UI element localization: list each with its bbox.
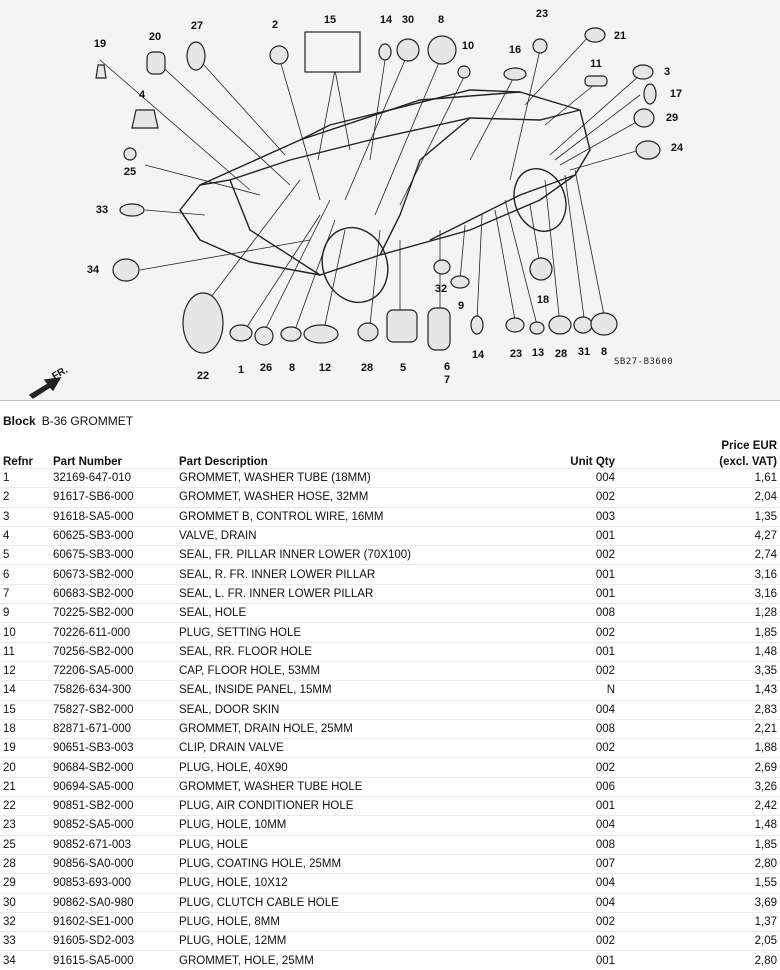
front-wheel-arch (312, 218, 398, 311)
price-cell: 2,80 (754, 858, 777, 871)
table-row[interactable] (0, 719, 780, 738)
part-2-grommet (270, 46, 288, 64)
refnr-cell: 15 (3, 703, 16, 716)
description-cell: PLUG, HOLE, 10MM (179, 819, 287, 832)
refnr-cell: 4 (3, 530, 10, 543)
unit-qty-cell: 004 (595, 703, 615, 716)
unit-qty-cell: 001 (595, 568, 615, 581)
unit-qty-header: Unit Qty (570, 456, 615, 468)
part-number-link[interactable]: 90694-SA5-000 (53, 780, 134, 793)
price-cell: 2,83 (754, 703, 777, 716)
description-cell: PLUG, HOLE, 8MM (179, 915, 280, 928)
unit-qty-cell: 002 (595, 935, 615, 948)
unit-qty-cell: 002 (595, 491, 615, 504)
price-cell: 3,26 (754, 780, 777, 793)
unit-qty-cell: 001 (595, 645, 615, 658)
part-14-seal (379, 44, 391, 60)
description-cell: GROMMET B, CONTROL WIRE, 16MM (179, 510, 384, 523)
table-row[interactable] (0, 488, 780, 507)
refnr-cell: 33 (3, 935, 16, 948)
price-cell: 1,48 (754, 645, 777, 658)
description-cell: PLUG, HOLE, 40X90 (179, 761, 288, 774)
callout-label: 19 (93, 38, 107, 50)
refnr-cell: 12 (3, 665, 16, 678)
table-row[interactable] (0, 893, 780, 912)
description-cell: PLUG, HOLE, 12MM (179, 935, 287, 948)
unit-qty-cell: 001 (595, 530, 615, 543)
part-30-plug (397, 39, 419, 61)
refnr-cell: 32 (3, 915, 16, 928)
part-11-seal (585, 76, 607, 86)
description-cell: SEAL, R. FR. INNER LOWER PILLAR (179, 568, 376, 581)
table-row[interactable] (0, 951, 780, 970)
refnr-cell: 30 (3, 896, 16, 909)
unit-qty-cell: 004 (595, 472, 615, 485)
refnr-cell: 3 (3, 510, 10, 523)
part-27-plug (187, 42, 205, 70)
price-cell: 2,80 (754, 954, 777, 967)
price-header: Price EUR (721, 440, 777, 452)
callout-label: 15 (323, 14, 337, 26)
table-row[interactable] (0, 681, 780, 700)
refnr-cell: 20 (3, 761, 16, 774)
price-cell: 1,85 (754, 626, 777, 639)
description-cell: PLUG, HOLE, 10X12 (179, 877, 288, 890)
unit-qty-cell: 001 (595, 954, 615, 967)
unit-qty-cell: 008 (595, 838, 615, 851)
diagram-code: SB27-B3600 (614, 357, 674, 367)
part-24-plug (636, 141, 660, 159)
refnr-header: Refnr (3, 456, 34, 468)
callout-label: 9 (457, 300, 465, 312)
part-number-link[interactable]: 91618-SA5-000 (53, 510, 134, 523)
callout-label: 32 (434, 283, 448, 295)
part-number-link[interactable]: 90862-SA0-980 (53, 896, 134, 909)
callout-label: 14 (379, 14, 393, 26)
unit-qty-cell: 001 (595, 800, 615, 813)
price-cell: 1,37 (754, 915, 777, 928)
part-12-cap (304, 325, 338, 343)
part-4-valve (132, 110, 158, 128)
table-row[interactable] (0, 526, 780, 545)
callout-label: 31 (577, 346, 591, 358)
part-26-plug (255, 327, 273, 345)
description-cell: SEAL, INSIDE PANEL, 15MM (179, 684, 332, 697)
callout-label: 27 (190, 20, 204, 32)
part-8-plug (428, 36, 456, 64)
part-number-link[interactable]: 75827-SB2-000 (53, 703, 134, 716)
part-number-link[interactable]: 90853-693-000 (53, 877, 132, 890)
part-number-link[interactable]: 91615-SA5-000 (53, 954, 134, 967)
description-cell: PLUG, HOLE (179, 838, 249, 851)
callout-label: 34 (86, 264, 100, 276)
callout-label: 13 (531, 347, 545, 359)
price-header-vat: (excl. VAT) (719, 456, 777, 468)
part-8c-plug (591, 313, 617, 335)
callout-label: 2 (271, 19, 279, 31)
part-1-grommet (230, 325, 252, 341)
table-row[interactable] (0, 700, 780, 719)
part-19-clip (96, 65, 106, 78)
refnr-cell: 7 (3, 587, 10, 600)
unit-qty-cell: 001 (595, 587, 615, 600)
callout-label: 12 (318, 362, 332, 374)
price-cell: 1,85 (754, 838, 777, 851)
part-number-link[interactable]: 82871-671-000 (53, 723, 132, 735)
price-cell: 2,21 (754, 723, 777, 735)
description-cell: GROMMET, HOLE, 25MM (179, 954, 314, 967)
description-cell: VALVE, DRAIN (179, 530, 257, 543)
table-row[interactable] (0, 584, 780, 603)
price-cell: 1,28 (754, 607, 777, 620)
block-name: B-36 GROMMET (41, 414, 134, 428)
part-number-link[interactable]: 32169-647-010 (53, 472, 132, 485)
part-number-header: Part Number (53, 456, 123, 468)
callout-label: 25 (123, 166, 137, 178)
description-cell: SEAL, RR. FLOOR HOLE (179, 645, 312, 658)
parts-table-body (0, 469, 780, 970)
callout-label: 5 (399, 362, 407, 374)
refnr-cell: 21 (3, 780, 16, 793)
refnr-cell: 34 (3, 954, 16, 967)
refnr-cell: 1 (3, 472, 10, 485)
description-cell: CAP, FLOOR HOLE, 53MM (179, 665, 321, 678)
price-cell: 3,69 (754, 896, 777, 909)
part-6-7-seal (428, 308, 450, 350)
table-row[interactable] (0, 469, 780, 488)
parts-table (0, 436, 780, 970)
callout-label: 8 (437, 14, 445, 26)
description-header: Part Description (179, 456, 268, 468)
part-34-grommet (113, 259, 139, 281)
unit-qty-cell: 008 (595, 607, 615, 620)
callout-label: 33 (95, 204, 109, 216)
description-cell: SEAL, FR. PILLAR INNER LOWER (70X100) (179, 549, 411, 562)
price-cell: 1,43 (754, 684, 777, 697)
price-cell: 2,69 (754, 761, 777, 774)
description-cell: SEAL, HOLE (179, 607, 247, 620)
refnr-cell: 2 (3, 491, 10, 504)
callout-label: 10 (461, 40, 475, 52)
callout-label: 4 (138, 89, 146, 101)
description-cell: SEAL, DOOR SKIN (179, 703, 280, 716)
unit-qty-cell: 004 (595, 877, 615, 890)
unit-qty-cell: 006 (595, 780, 615, 793)
table-row[interactable] (0, 912, 780, 931)
part-8b-plug (281, 327, 301, 341)
callout-label: 28 (360, 362, 374, 374)
block-label: Block (3, 414, 36, 428)
table-row[interactable] (0, 739, 780, 758)
part-number-link[interactable]: 91605-SD2-003 (53, 935, 135, 948)
callout-label: 3 (663, 66, 671, 78)
price-cell: 2,74 (754, 549, 777, 562)
block-heading (3, 414, 133, 428)
part-number-link[interactable]: 90852-SA5-000 (53, 819, 134, 832)
part-28-plug (358, 323, 378, 341)
price-cell: 2,05 (754, 935, 777, 948)
unit-qty-cell: 004 (595, 896, 615, 909)
refnr-cell: 29 (3, 877, 16, 890)
price-cell: 3,16 (754, 568, 777, 581)
part-16-seal (504, 68, 526, 80)
unit-qty-cell: 002 (595, 665, 615, 678)
unit-qty-cell: 003 (595, 510, 615, 523)
callout-label: 23 (535, 8, 549, 20)
part-number-link[interactable]: 90684-SB2-000 (53, 761, 134, 774)
unit-qty-cell: 002 (595, 742, 615, 755)
callout-label: 26 (259, 362, 273, 374)
price-cell: 3,35 (754, 665, 777, 678)
part-number-link[interactable]: 70225-SB2-000 (53, 607, 134, 620)
part-number-link[interactable]: 90851-SB2-000 (53, 800, 134, 813)
callout-label: 21 (613, 30, 627, 42)
table-row[interactable] (0, 835, 780, 854)
part-14b-seal (471, 316, 483, 334)
callout-label: 7 (443, 374, 451, 386)
callout-label: 18 (536, 294, 550, 306)
callout-label: 29 (665, 112, 679, 124)
part-number-link[interactable]: 75826-634-300 (53, 684, 132, 697)
part-number-link[interactable]: 60675-SB3-000 (53, 549, 134, 562)
table-row[interactable] (0, 874, 780, 893)
part-number-link[interactable]: 60625-SB3-000 (53, 530, 134, 543)
price-cell: 2,42 (754, 800, 777, 813)
refnr-cell: 6 (3, 568, 10, 581)
table-row[interactable] (0, 816, 780, 835)
part-3-grommet (633, 65, 653, 79)
description-cell: PLUG, COATING HOLE, 25MM (179, 858, 342, 871)
part-17-plug (644, 84, 656, 104)
price-cell: 1,35 (754, 510, 777, 523)
table-row[interactable] (0, 604, 780, 623)
refnr-cell: 25 (3, 838, 16, 851)
part-13-plug (530, 322, 544, 334)
table-row[interactable] (0, 507, 780, 526)
car-body-drawing (0, 0, 780, 400)
unit-qty-cell: 002 (595, 549, 615, 562)
part-22-plug (183, 293, 223, 353)
price-cell: 3,16 (754, 587, 777, 600)
part-33-plug (120, 204, 144, 216)
table-row[interactable] (0, 797, 780, 816)
callout-label: 8 (288, 362, 296, 374)
description-cell: PLUG, AIR CONDITIONER HOLE (179, 800, 354, 813)
parts-diagram (0, 0, 780, 401)
callout-label: 17 (669, 88, 683, 100)
refnr-cell: 18 (3, 723, 16, 735)
part-number-link[interactable]: 70256-SB2-000 (53, 645, 134, 658)
part-number-link[interactable]: 91602-SE1-000 (53, 915, 134, 928)
part-25-plug (124, 148, 136, 160)
callout-label: 14 (471, 349, 485, 361)
part-number-link[interactable]: 70226-611-000 (53, 626, 131, 639)
part-20-plug (147, 52, 165, 74)
callout-label: 23 (509, 348, 523, 360)
part-32-plug (434, 260, 450, 274)
part-5-seal (387, 310, 417, 342)
part-10-plug (458, 66, 470, 78)
table-row[interactable] (0, 546, 780, 565)
table-row[interactable] (0, 758, 780, 777)
part-31-plug (574, 317, 592, 333)
part-number-link[interactable]: 90852-671-003 (53, 838, 132, 851)
price-cell: 1,61 (754, 472, 777, 485)
price-cell: 1,48 (754, 819, 777, 832)
price-cell: 1,88 (754, 742, 777, 755)
unit-qty-cell: 004 (595, 819, 615, 832)
description-cell: CLIP, DRAIN VALVE (179, 742, 284, 755)
part-number-link[interactable]: 90651-SB3-003 (53, 742, 134, 755)
table-row[interactable] (0, 661, 780, 680)
price-cell: 4,27 (754, 530, 777, 543)
unit-qty-cell: 007 (595, 858, 615, 871)
front-direction-label: FR. (50, 364, 70, 383)
refnr-cell: 10 (3, 626, 16, 639)
refnr-cell: 14 (3, 684, 16, 697)
price-cell: 1,55 (754, 877, 777, 890)
table-row[interactable] (0, 854, 780, 873)
price-cell: 2,04 (754, 491, 777, 504)
refnr-cell: 23 (3, 819, 16, 832)
description-cell: GROMMET, DRAIN HOLE, 25MM (179, 723, 353, 735)
callout-label: 8 (600, 346, 608, 358)
callout-label: 11 (590, 58, 602, 70)
refnr-cell: 9 (3, 607, 10, 620)
description-cell: PLUG, SETTING HOLE (179, 626, 302, 639)
callout-label: 28 (554, 348, 568, 360)
callout-label: 1 (237, 364, 245, 376)
part-15-seal (305, 32, 360, 72)
refnr-cell: 28 (3, 858, 16, 871)
description-cell: SEAL, L. FR. INNER LOWER PILLAR (179, 587, 374, 600)
part-number-link[interactable]: 60683-SB2-000 (53, 587, 134, 600)
description-cell: PLUG, CLUTCH CABLE HOLE (179, 896, 339, 909)
refnr-cell: 22 (3, 800, 16, 813)
table-row[interactable] (0, 565, 780, 584)
table-row[interactable] (0, 623, 780, 642)
part-28b-plug (549, 316, 571, 334)
unit-qty-cell: 008 (595, 723, 615, 735)
description-cell: GROMMET, WASHER TUBE HOLE (179, 780, 363, 793)
part-number-link[interactable]: 91617-SB6-000 (53, 491, 134, 504)
part-number-link[interactable]: 72206-SA5-000 (53, 665, 134, 678)
part-9-seal (451, 276, 469, 288)
part-21-grommet (585, 28, 605, 42)
table-row[interactable] (0, 932, 780, 951)
part-23-plug (533, 39, 547, 53)
callout-label: 30 (401, 14, 415, 26)
table-row[interactable] (0, 642, 780, 661)
part-23b-plug (506, 318, 524, 332)
part-18-grommet (530, 258, 552, 280)
callout-label: 16 (508, 44, 522, 56)
unit-qty-cell: 002 (595, 626, 615, 639)
refnr-cell: 19 (3, 742, 16, 755)
unit-qty-cell: N (606, 684, 615, 697)
part-number-link[interactable]: 60673-SB2-000 (53, 568, 134, 581)
description-cell: GROMMET, WASHER HOSE, 32MM (179, 491, 369, 504)
part-number-link[interactable]: 90856-SA0-000 (53, 858, 134, 871)
callout-label: 6 (443, 361, 451, 373)
part-29-plug (634, 109, 654, 127)
table-row[interactable] (0, 777, 780, 796)
callout-label: 20 (148, 31, 162, 43)
unit-qty-cell: 002 (595, 761, 615, 774)
callout-label: 24 (670, 142, 684, 154)
refnr-cell: 5 (3, 549, 10, 562)
refnr-cell: 11 (3, 645, 15, 658)
description-cell: GROMMET, WASHER TUBE (18MM) (179, 472, 371, 485)
unit-qty-cell: 002 (595, 915, 615, 928)
callout-label: 22 (196, 370, 210, 382)
